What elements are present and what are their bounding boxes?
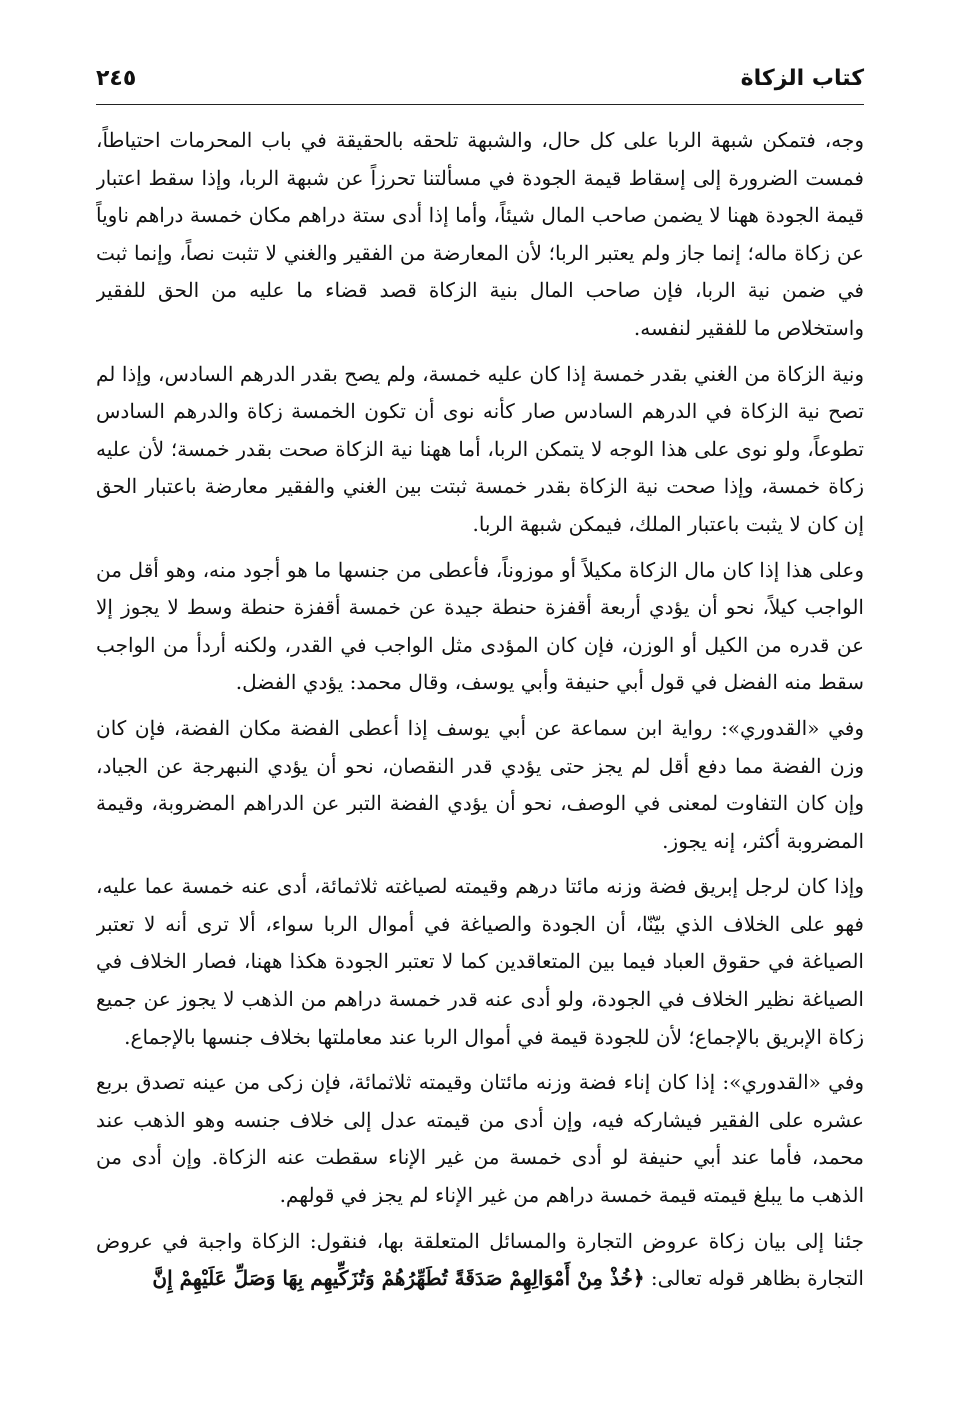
quran-verse: ﴿ خُذْ مِنْ أَمْوَالِهِمْ صَدَقَةً تُطَهِّرُهُمْ وَتُزَكِّيهِم بِهَا وَصَلِّ عَلَيْهِمْ إِنَّ xyxy=(152,1266,644,1290)
paragraph: وجه، فتمكن شبهة الربا على كل حال، والشبهة تلحقه بالحقيقة في باب المحرمات احتياطاً، فمست الضرورة إلى إسقاط قيمة الجودة في مسألتنا تحرزاً عن شبهة الربا، وإذا سقط اعتبار قيمة الجودة ههنا لا يضمن صاحب المال شيئاً، وأما إذا أدى ستة دراهم مكان خمسة دراهم ناوياً عن زكاة ماله؛ إنما جاز ولم يعتبر الربا؛ لأن المعارضة من الفقير والغني لا تثبت نصاً، وإنما ثبت في ضمن نية الربا، فإن صاحب المال بنية الزكاة قصد قضاء ما عليه من الحق للفقير واستخلاص ما للفقير لنفسه. xyxy=(96,128,864,340)
running-head: كتاب الزكاة xyxy=(740,66,864,91)
paragraph: وعلى هذا إذا كان مال الزكاة مكيلاً أو موزوناً، فأعطى من جنسها ما هو أجود منه، وهو أقل من الواجب كيلاً، نحو أن يؤدي أربعة أقفزة حنطة جيدة عن خمسة أقفزة حنطة وسط لا يجوز إلا عن قدره من الكيل أو الوزن، فإن كان المؤدى مثل الواجب في القدر، ولكنه أردأ من الواجب سقط منه الفضل في قول أبي حنيفة وأبي يوسف، وقال محمد: يؤدي الفضل. xyxy=(96,557,864,695)
body-text xyxy=(96,122,864,1382)
page-header xyxy=(96,62,864,102)
paragraph: وإذا كان لرجل إبريق فضة وزنه مائتا درهم وقيمته لصياغته ثلاثمائة، أدى عنه خمسة عما عليه، فهو على الخلاف الذي بيّنّا، أن الجودة والصياغة في أموال الربا سواء، ألا ترى أنه لا تعتبر الصياغة في حقوق العباد فيما بين المتعاقدين كما لا تعتبر الجودة هكذا ههنا، فصار الخلاف في الصياغة نظير الخلاف في الجودة، ولو أدى عنه قدر خمسة دراهم من الذهب لا يجوز عن جميع زكاة الإبريق بالإجماع؛ لأن للجودة قيمة في أموال الربا عند معاملتها بخلاف جنسها بالإجماع. xyxy=(96,874,864,1049)
paragraph: وفي «القدوري»: رواية ابن سماعة عن أبي يوسف إذا أعطى الفضة مكان الفضة، فإن كان وزن الفضة مما دفع أقل لم يجز حتى يؤدي قدر النقصان، نحو أن يؤدي النبهرجة عن الجياد، وإن كان التفاوت لمعنى في الوصف، نحو أن يؤدي الفضة التبر عن الدراهم المضروبة، وقيمة المضروبة أكثر، إنه يجوز. xyxy=(96,715,864,853)
paragraph-text: جئنا إلى بيان زكاة عروض التجارة والمسائل المتعلقة بها، فنقول: الزكاة واجبة في عروض التجارة بظاهر قوله تعالى: xyxy=(96,1228,864,1291)
paragraph: ونية الزكاة من الغني بقدر خمسة إذا كان عليه خمسة، ولم يصح بقدر الدرهم السادس، وإذا لم تصح نية الزكاة في الدرهم السادس صار كأنه نوى أن تكون الخمسة زكاة والدرهم السادس تطوعاً، ولو نوى على هذا الوجه لا يتمكن الربا، أما ههنا نية الزكاة صحت بقدر خمسة؛ لأن عليه زكاة خمسة، وإذا صحت نية الزكاة بقدر خمسة ثبتت بين الغني والفقير معارضة باعتبار الحق إن كان لا يثبت باعتبار الملك، فيمكن شبهة الربا. xyxy=(96,361,864,536)
header-rule xyxy=(96,104,864,105)
paragraph: وفي «القدوري»: إذا كان إناء فضة وزنه مائتان وقيمته ثلاثمائة، فإن زكى من عينه تصدق بربع عشره على الفقير فيشاركه فيه، وإن أدى من قيمته عدل إلى خلاف جنسه وهو الذهب عند محمد، فأما عند أبي حنيفة لو أدى خمسة من غير الإناء سقطت عنه الزكاة. وإن أدى من الذهب ما يبلغ قيمته قيمة خمسة دراهم من غير الإناء لم يجز في قولهم. xyxy=(96,1070,864,1208)
page-number: ٢٤٥ xyxy=(96,66,137,91)
paragraph-last xyxy=(96,1223,864,1298)
